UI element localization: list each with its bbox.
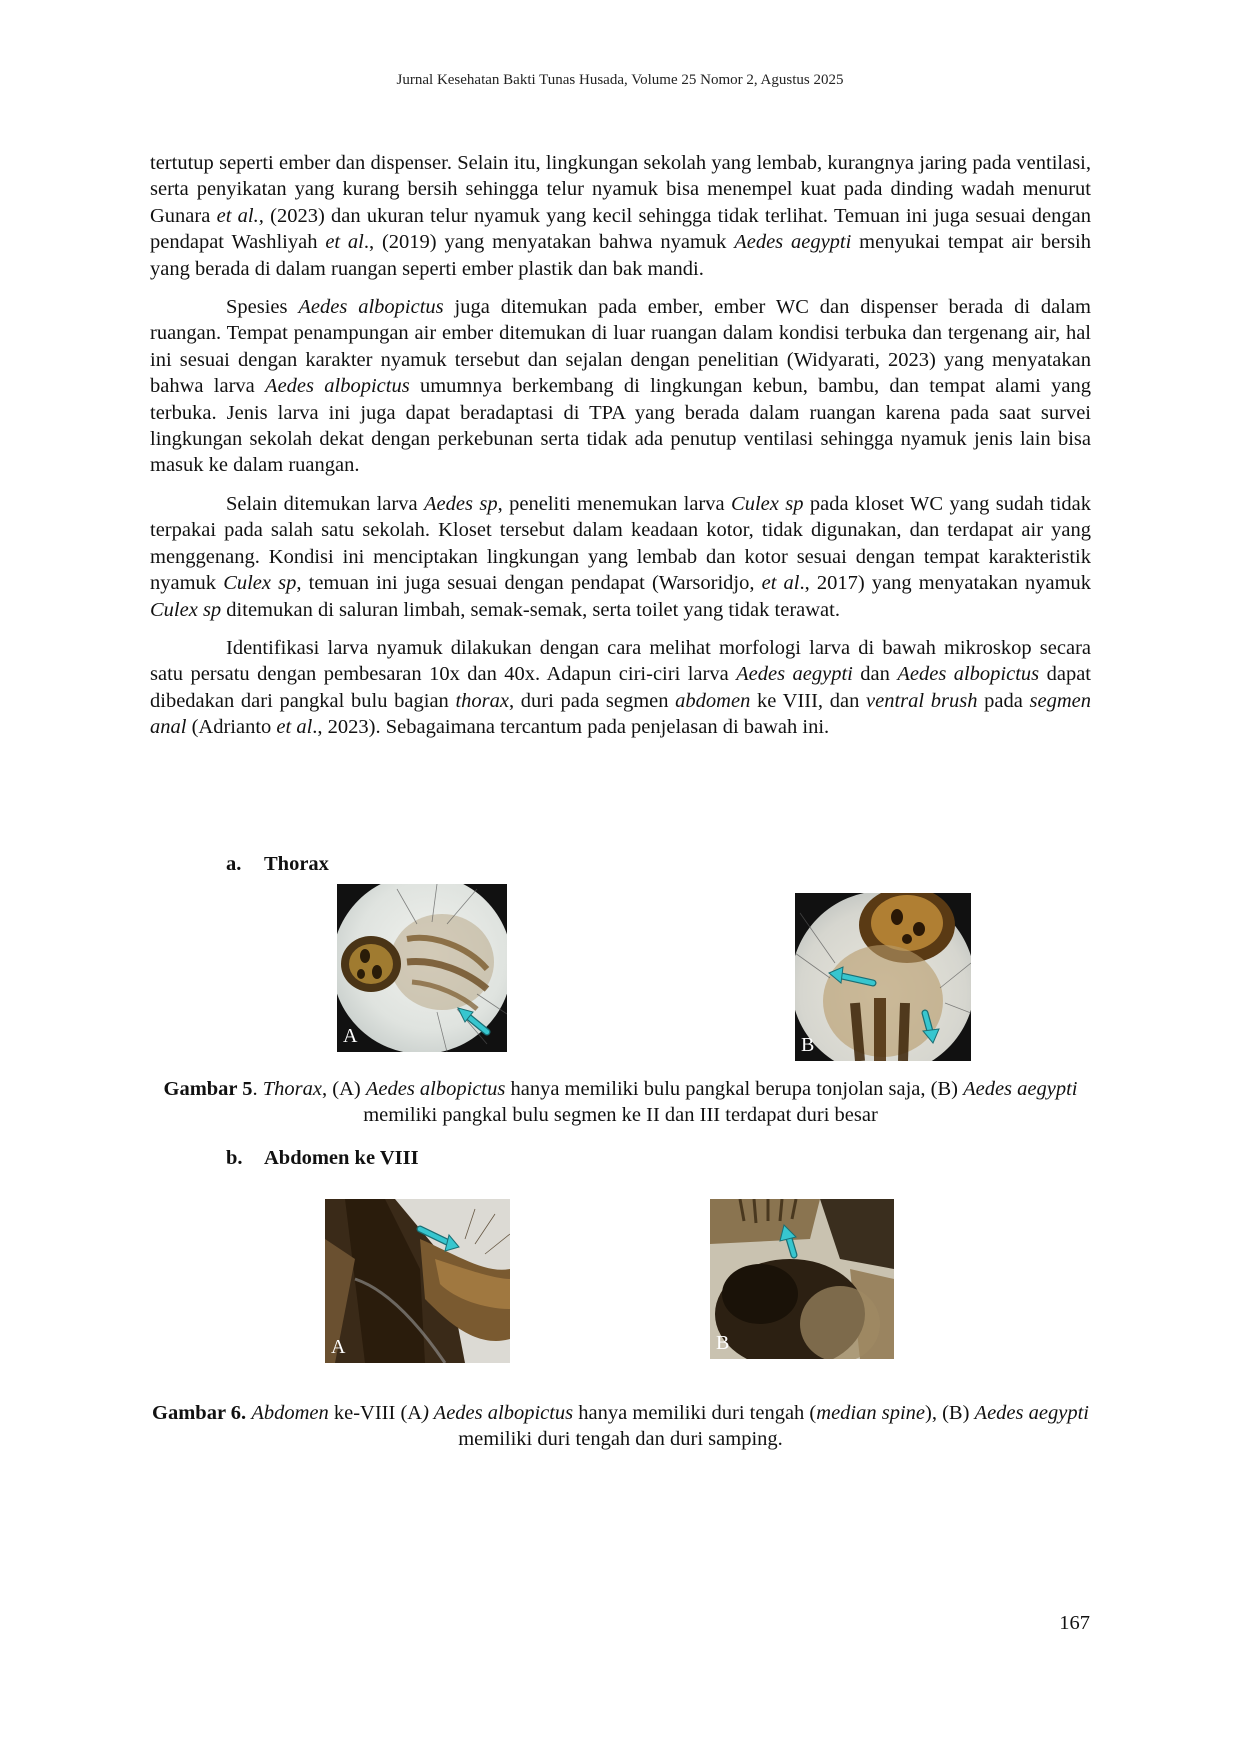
section-heading-thorax: a. Thorax: [226, 853, 329, 875]
thorax-micrograph-aegypti: [795, 893, 971, 1061]
figure-5-image-b: [795, 893, 971, 1061]
image-label-b: B: [801, 1034, 815, 1056]
page-number: 167: [1059, 1612, 1090, 1634]
image-label-a: A: [343, 1025, 358, 1047]
paragraph-4: Identifikasi larva nyamuk dilakukan dengan cara melihat morfologi larva di bawah mikroskop secara satu persatu dengan pembesaran 10x dan 40x. Adapun ciri-ciri larva Aedes aegypti dan Aedes albopictus dapat dibedakan dari pangkal bulu bagian thorax, duri pada segmen abdomen ke VIII, dan ventral brush pada segmen anal (Adrianto et al., 2023). Sebagaimana tercantum pada penjelasan di bawah ini.: [150, 636, 1091, 739]
abdomen-micrograph-albopictus: [325, 1199, 510, 1363]
journal-header: Jurnal Kesehatan Bakti Tunas Husada, Volume 25 Nomor 2, Agustus 2025: [396, 72, 844, 88]
figure-5-image-a: [337, 884, 507, 1052]
body-text: [150, 150, 1091, 753]
figure-6-caption: Gambar 6. Abdomen ke-VIII (A) Aedes albopictus hanya memiliki duri tengah (median spine), (B) Aedes aegypti memiliki duri tengah dan duri samping.: [152, 1402, 1089, 1450]
image-label-a: A: [331, 1336, 346, 1358]
paragraph-2: Spesies Aedes albopictus juga ditemukan pada ember, ember WC dan dispenser berada di dalam ruangan. Tempat penampungan air ember ditemukan di luar ruangan dalam kondisi terbuka dan tergenang air, hal ini sesuai dengan karakter nyamuk tersebut dan sejalan dengan penelitian (Widyarati, 2023) yang menyatakan bahwa larva Aedes albopictus umumnya berkembang di lingkungan kebun, bambu, dan tempat alami yang terbuka. Jenis larva ini juga dapat beradaptasi di TPA yang berada dalam ruangan karena pada saat survei lingkungan sekolah dekat dengan perkebunan serta tidak ada penutup ventilasi sehingga nyamuk jenis lain bisa masuk ke dalam ruangan.: [150, 296, 1091, 477]
paragraph-3: Selain ditemukan larva Aedes sp, peneliti menemukan larva Culex sp pada kloset WC yang sudah tidak terpakai pada salah satu sekolah. Kloset tersebut dalam keadaan kotor, tidak digunakan, dan terdapat air yang menggenang. Kondisi ini menciptakan lingkungan yang lembab dan kotor sesuai dengan tempat karakteristik nyamuk Culex sp, temuan ini juga sesuai dengan pendapat (Warsoridjo, et al., 2017) yang menyatakan nyamuk Culex sp ditemukan di saluran limbah, semak-semak, serta toilet yang tidak terawat.: [150, 492, 1092, 621]
image-label-b: B: [716, 1332, 730, 1354]
abdomen-micrograph-aegypti: [710, 1199, 894, 1359]
paragraph-1: tertutup seperti ember dan dispenser. Selain itu, lingkungan sekolah yang lembab, kurangnya jaring pada ventilasi, serta penyikatan yang kurang bersih sehingga telur nyamuk bisa menempel kuat pada dinding wadah menurut Gunara et al., (2023) dan ukuran telur nyamuk yang kecil sehingga tidak terlihat. Temuan ini juga sesuai dengan pendapat Washliyah et al., (2019) yang menyatakan bahwa nyamuk Aedes aegypti menyukai tempat air bersih yang berada di dalam ruangan seperti ember plastik dan bak mandi.: [150, 152, 1091, 280]
thorax-micrograph-albopictus: [337, 884, 507, 1052]
figure-6-image-b: [710, 1199, 894, 1359]
figure-6-image-a: [325, 1199, 510, 1363]
section-heading-abdomen: b. Abdomen ke VIII: [226, 1147, 419, 1169]
figure-5-caption: Gambar 5. Thorax, (A) Aedes albopictus hanya memiliki bulu pangkal berupa tonjolan saja, (B) Aedes aegypti memiliki pangkal bulu segmen ke II dan III terdapat duri besar: [163, 1078, 1078, 1126]
